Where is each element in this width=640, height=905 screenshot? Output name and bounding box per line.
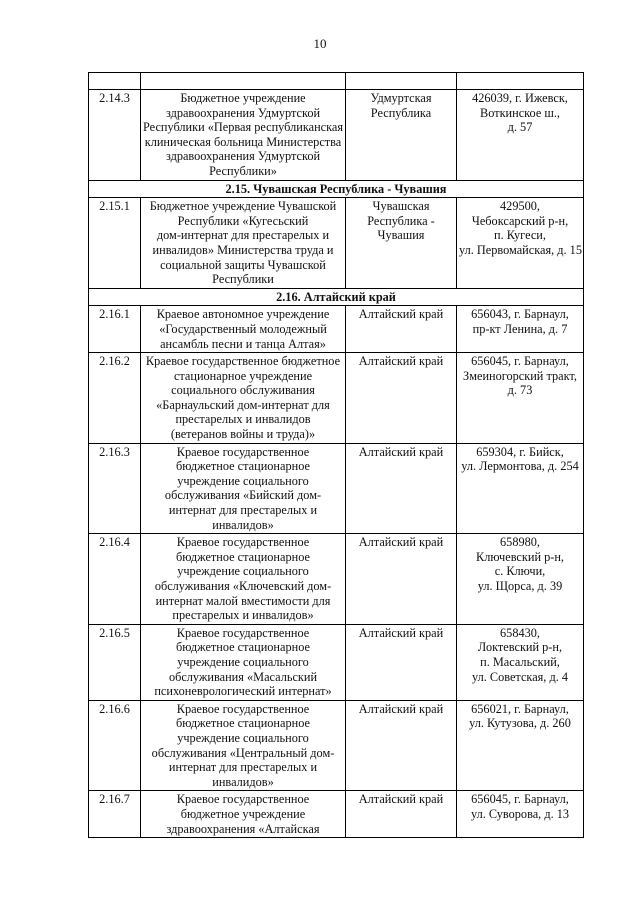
region [346, 198, 457, 289]
institution-name-line: обслуживания «Бийский дом- [164, 488, 322, 503]
region-line: Алтайский край [358, 444, 444, 459]
institution-name-line: учреждение социального [177, 730, 309, 745]
institution-name-line: Бюджетное учреждение Чувашской [149, 199, 337, 214]
institution-name-line: Республики [212, 272, 274, 287]
address-line: 658430, [500, 625, 540, 640]
region-line: Алтайский край [358, 535, 444, 550]
address-line: Локтевский р-н, [477, 640, 563, 655]
institution-name [141, 353, 346, 444]
section-title: 2.16. Алтайский край [89, 288, 584, 306]
address-line: Змеиногорский тракт, [463, 368, 577, 383]
address-line: ул. Лермонтова, д. 254 [461, 459, 579, 474]
address-line: ул. Суворова, д. 13 [470, 806, 570, 821]
region-line: Удмуртская [370, 91, 432, 105]
table-row [89, 198, 584, 289]
address-line: ул. Щорса, д. 39 [477, 579, 563, 593]
institution-name-line: дом-интернат для престарелых и [156, 228, 330, 243]
institution-name-line: интернат малой вместимости для [155, 593, 331, 608]
table-row [89, 90, 584, 181]
institution-name [141, 534, 346, 625]
institution-name [141, 791, 346, 838]
institution-name-line: социальной защиты Чувашской [160, 257, 326, 272]
institution-name-line: бюджетное стационарное [176, 459, 310, 474]
address [457, 700, 584, 791]
region-line: Алтайский край [358, 354, 444, 369]
institution-name-line: бюджетное учреждение [180, 806, 306, 821]
institution-name-line: Краевое государственное [176, 535, 310, 550]
institution-name-line: Бюджетное учреждение [180, 91, 306, 105]
address-line: 656043, г. Барнаул, [471, 307, 569, 322]
institution-name-line: бюджетное стационарное [176, 716, 310, 731]
institution-name-line: здравоохранения Удмуртской [165, 105, 321, 120]
institution-name-line: клиническая больница Министерства [144, 134, 342, 149]
region [346, 791, 457, 838]
institution-name-line: социального обслуживания [171, 383, 315, 398]
region [346, 534, 457, 625]
region [346, 624, 457, 700]
entry-number: 2.16.3 [89, 443, 141, 534]
institution-name-line: бюджетное стационарное [176, 549, 310, 564]
address-line: п. Кугеси, [494, 228, 546, 243]
entry-number: 2.16.7 [89, 791, 141, 838]
address [457, 791, 584, 838]
table-header-row [89, 73, 584, 90]
institution-name-line: Республики «Первая республиканская [143, 120, 344, 135]
address [457, 198, 584, 289]
institution-name-line: «Барнаульский дом-интернат для [156, 397, 330, 412]
institution-name-line: Республики» [209, 163, 277, 178]
address-line: ул. Советская, д. 4 [471, 669, 569, 684]
section-title: 2.15. Чувашская Республика - Чувашия [89, 180, 584, 198]
region [346, 700, 457, 791]
table-row [89, 443, 584, 534]
institution-name-line: Краевое автономное учреждение [156, 307, 330, 322]
entry-number: 2.16.1 [89, 306, 141, 353]
section-header-row [89, 180, 584, 198]
institution-name-line: (ветеранов войны и труда)» [170, 427, 316, 442]
address-line: Ключевский р-н, [476, 549, 564, 564]
institution-name-line: престарелых и инвалидов» [172, 608, 314, 623]
address [457, 353, 584, 444]
institution-name-line: инвалидов» [212, 774, 274, 789]
institution-name-line: интернат для престарелых и [168, 760, 318, 775]
institution-name-line: бюджетное стационарное [176, 640, 310, 655]
address-line: 659304, г. Бийск, [476, 444, 564, 459]
address-line: с. Ключи, [494, 564, 546, 579]
table-row [89, 534, 584, 625]
institution-name-line: Республики «Кугесьский [177, 213, 309, 228]
institution-name-line: здравоохранения Удмуртской [165, 149, 321, 164]
entry-number: 2.14.3 [89, 90, 141, 181]
address-line: 658980, [500, 535, 540, 550]
entry-number: 2.16.4 [89, 534, 141, 625]
institution-name-line: обслуживания «Центральный дом- [151, 745, 335, 760]
address-line: п. Масальский, [480, 654, 560, 669]
entry-number: 2.15.1 [89, 198, 141, 289]
institution-name-line: ансамбль песни и танца Алтая» [160, 336, 326, 351]
institution-name-line: учреждение социального [177, 564, 309, 579]
section-header-row [89, 288, 584, 306]
address [457, 624, 584, 700]
institution-name-line: Краевое государственное [176, 625, 310, 640]
institution-name [141, 306, 346, 353]
page-number: 10 [313, 36, 327, 51]
address [457, 534, 584, 625]
institution-name-line: инвалидов» Министерства труда и [152, 242, 334, 257]
region [346, 90, 457, 181]
entry-number: 2.16.5 [89, 624, 141, 700]
region-line: Алтайский край [358, 701, 444, 716]
table-row [89, 791, 584, 838]
table-row [89, 353, 584, 444]
region-line: Чувашия [377, 228, 425, 243]
address [457, 443, 584, 534]
institution-name-line: здравоохранения «Алтайская [166, 821, 320, 836]
address-line: 429500, [500, 199, 540, 214]
institution-name [141, 700, 346, 791]
address-line: ул. Первомайская, д. 15 [459, 242, 582, 257]
institution-name [141, 198, 346, 289]
address-line: ул. Кутузова, д. 260 [469, 716, 571, 731]
address-line: Чебоксарский р-н, [471, 213, 569, 228]
region-line: Алтайский край [358, 625, 444, 640]
region [346, 306, 457, 353]
region [346, 353, 457, 444]
region-line: Чувашская [372, 199, 430, 214]
region-line: Алтайский край [358, 307, 444, 322]
address-line: Воткинское ш., [480, 105, 560, 120]
entry-number: 2.16.6 [89, 700, 141, 791]
address-line: 656021, г. Барнаул, [471, 701, 569, 716]
region-line: Республика [370, 105, 432, 120]
table-row [89, 700, 584, 791]
institution-name-line: обслуживания «Ключевский дом- [154, 579, 332, 593]
entry-number: 2.16.2 [89, 353, 141, 444]
region-line: Республика - [367, 213, 435, 228]
institution-name-line: стационарное учреждение [173, 368, 313, 383]
address [457, 90, 584, 181]
institution-name [141, 443, 346, 534]
institution-name [141, 624, 346, 700]
institution-name-line: обслуживания «Масальский [168, 669, 318, 684]
address-line: пр-кт Ленина, д. 7 [472, 321, 568, 336]
institution-name-line: психоневрологический интернат» [154, 684, 332, 699]
institution-name-line: учреждение социального [177, 654, 309, 669]
address-line: д. 57 [507, 120, 533, 135]
institution-name [141, 90, 346, 181]
institution-name-line: Краевое государственное [176, 444, 310, 459]
region-line: Алтайский край [358, 792, 444, 807]
address-line: 426039, г. Ижевск, [472, 91, 568, 105]
address [457, 306, 584, 353]
institution-name-line: «Государственный молодежный [159, 321, 327, 336]
institution-name-line: учреждение социального [177, 473, 309, 488]
institution-name-line: Краевое государственное бюджетное [145, 354, 341, 369]
region [346, 443, 457, 534]
table-row [89, 624, 584, 700]
institutions-table [88, 72, 584, 838]
institution-name-line: интернат для престарелых и [168, 503, 318, 518]
address-line: 656045, г. Барнаул, [471, 792, 569, 807]
institution-name-line: инвалидов» [212, 517, 274, 532]
table-row [89, 306, 584, 353]
institution-name-line: Краевое государственное [176, 701, 310, 716]
institution-name-line: престарелых и инвалидов [175, 412, 311, 427]
address-line: д. 73 [507, 383, 533, 398]
institution-name-line: Краевое государственное [176, 792, 310, 807]
address-line: 656045, г. Барнаул, [471, 354, 569, 369]
